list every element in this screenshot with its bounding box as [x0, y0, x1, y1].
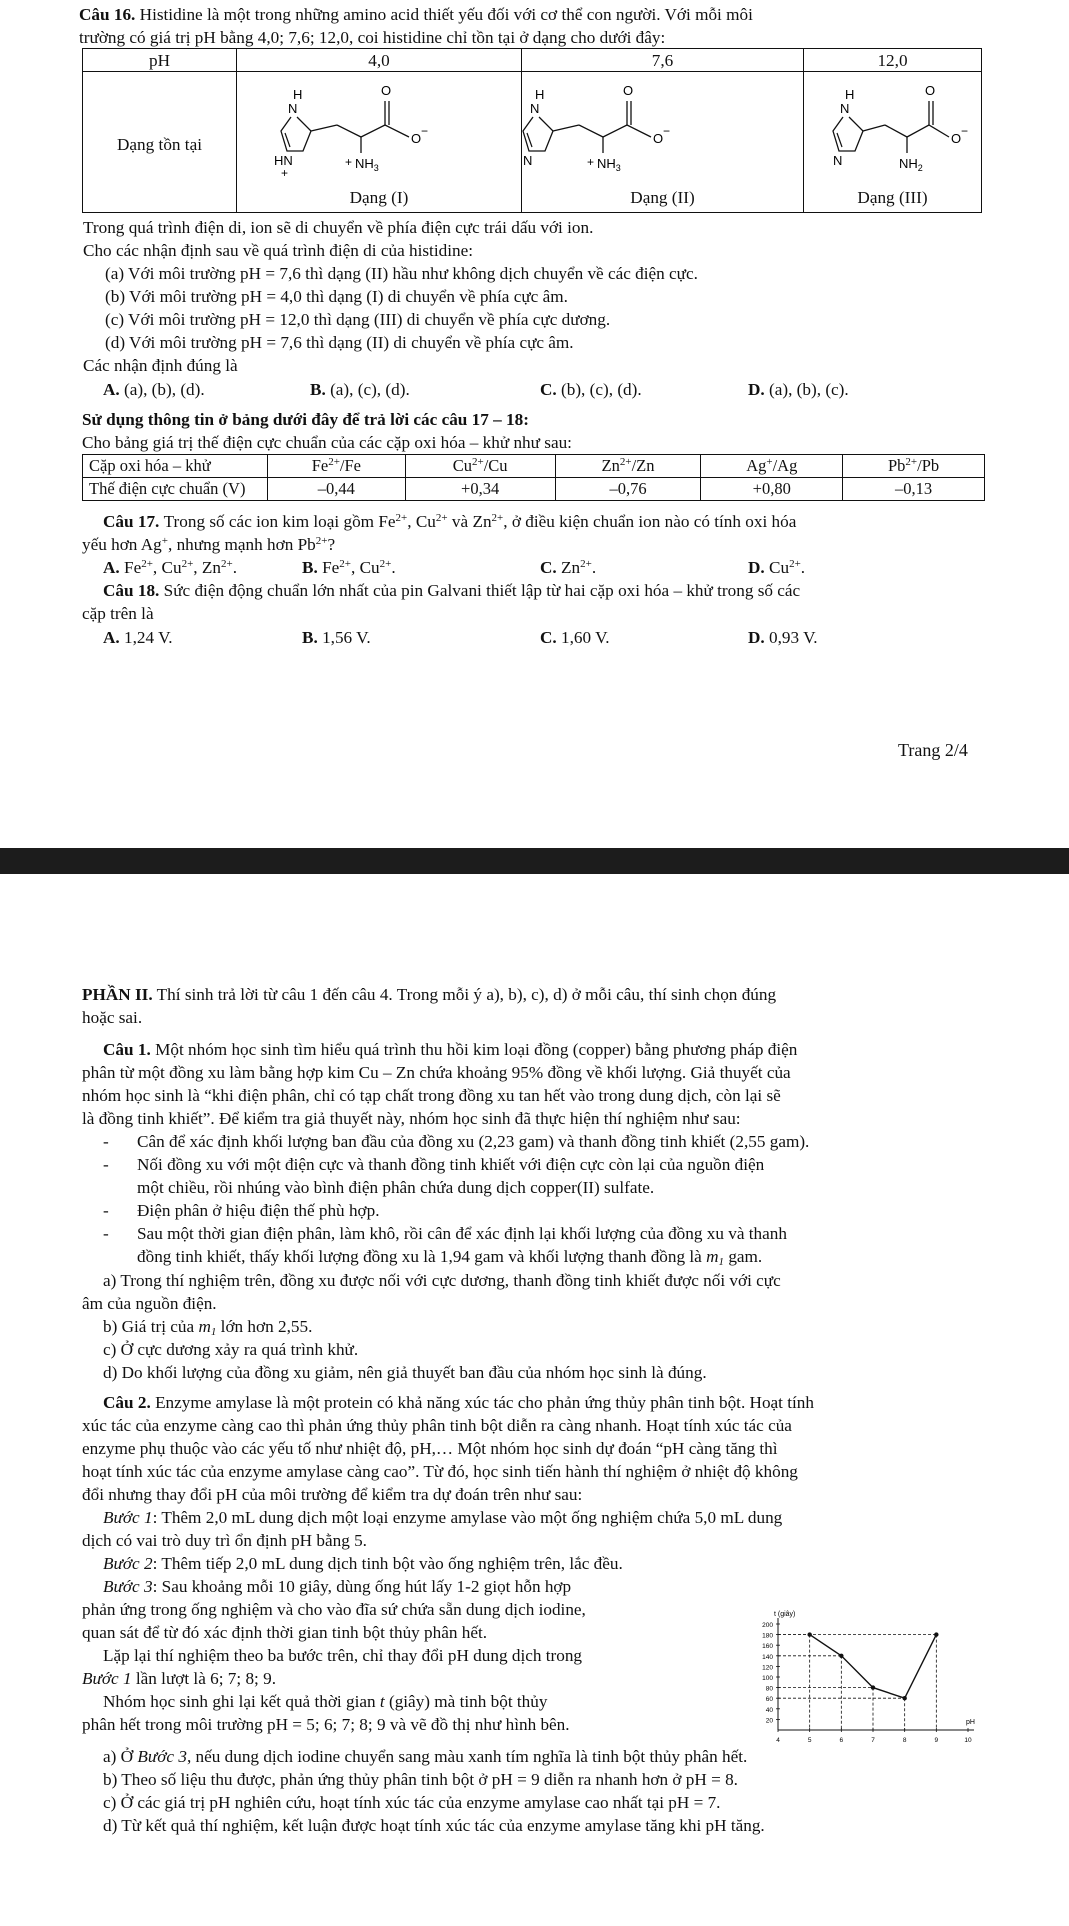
y-tick-label: 120 — [762, 1664, 773, 1672]
c2-stem: hoạt tính xúc tác của enzyme amylase càng cao”. Từ đó, học sinh tiến hành thí nghiệm ở nhiệt độ không — [82, 1462, 798, 1481]
q16-option-d[interactable]: D. (a), (b), (c). — [748, 380, 849, 399]
c1-statement-a: a) Trong thí nghiệm trên, đồng xu được nối với cực dương, thanh đồng tinh khiết được nối với cực — [103, 1271, 781, 1290]
potential-label: Thế điện cực chuẩn (V) — [83, 478, 268, 501]
x-tick-label: 4 — [776, 1737, 780, 1744]
q17-option-a[interactable]: A. $Fe^{2+}$, $Cu^{2+}$, $Zn^{2+}$. — [103, 558, 237, 577]
svg-text:O: O — [653, 131, 664, 146]
data-point — [807, 1632, 811, 1636]
couple-fe: $Fe^{2+}/Fe$ — [268, 455, 406, 478]
y-tick-label: 160 — [762, 1643, 773, 1651]
ph-time-chart — [748, 1611, 988, 1746]
c2-step-2: Bước 2: Thêm tiếp 2,0 mL dung dịch tinh bột vào ống nghiệm trên, lắc đều. — [103, 1554, 623, 1573]
q18-option-a[interactable]: A. 1,24 V. — [103, 628, 173, 647]
q16-intro-2: trường có giá trị pH bằng 4,0; 7,6; 12,0, coi histidine chỉ tồn tại ở dạng cho dưới đây: — [79, 28, 666, 47]
x-tick-label: 9 — [934, 1737, 939, 1744]
svg-text:NH3: $NH_3$ — [355, 156, 379, 173]
shared-caption: Cho bảng giá trị thế điện cực chuẩn của các cặp oxi hóa – khử như sau: — [82, 433, 572, 452]
c1-statement-a-cont: âm của nguồn điện. — [82, 1294, 217, 1313]
c1-statement-c: c) Ở cực dương xảy ra quá trình khử. — [103, 1340, 359, 1359]
potential-row — [83, 478, 985, 501]
c2-stem: Câu 2. Enzyme amylase là một protein có khả năng xúc tác cho phản ứng thủy phân tinh bột. Hoạt tính — [103, 1393, 814, 1412]
data-point — [934, 1632, 938, 1636]
svg-text:N: N — [840, 101, 850, 116]
svg-text:NH3: $NH_3$ — [597, 156, 621, 173]
c2-record-cont: phân hết trong môi trường pH = 5; 6; 7; 8; 9 và vẽ đồ thị như hình bên. — [82, 1715, 570, 1734]
svg-text:N: N — [833, 153, 843, 168]
svg-text:N: N — [523, 153, 533, 168]
q18-stem: Câu 18. Sức điện động chuẩn lớn nhất của pin Galvani thiết lập từ hai cặp oxi hóa – khử trong số các — [103, 581, 801, 600]
x-tick-label: 5 — [807, 1737, 812, 1744]
y-tick-label: 80 — [765, 1685, 773, 1693]
c2-statement-b: b) Theo số liệu thu được, phản ứng thủy phân tinh bột ở pH = 9 diễn ra nhanh hơn ở pH = 8. — [103, 1770, 738, 1789]
q16-statement-d: (d) Với môi trường pH = 7,6 thì dạng (II) di chuyển về phía cực âm. — [105, 333, 574, 352]
c2-stem: enzyme phụ thuộc vào các yếu tố như nhiệt độ, pH,… Một nhóm học sinh dự đoán “pH càng tăng thì — [82, 1439, 778, 1458]
potential-fe: –0,44 — [268, 478, 406, 501]
couple-label: Cặp oxi hóa – khử — [83, 455, 268, 478]
y-tick-label: 60 — [765, 1696, 773, 1704]
c1-bullet-1: - Cân để xác định khối lượng ban đầu của đồng xu (2,23 gam) và thanh đồng tinh khiết (2,55 gam). — [103, 1132, 810, 1151]
c2-step-3-cont: quan sát để từ đó xác định thời gian tinh bột thủy phân hết. — [82, 1623, 488, 1642]
c2-step-3: Bước 3: Sau khoảng mỗi 10 giây, dùng ống hút lấy 1-2 giọt hỗn hợp — [103, 1577, 572, 1596]
q16-table — [82, 48, 982, 213]
ph-7-6: 7,6 — [651, 51, 674, 70]
svg-text:+: + — [345, 155, 353, 169]
svg-text:+: + — [587, 155, 595, 169]
c1-statement-d: d) Do khối lượng của đồng xu giảm, nên giả thuyết ban đầu của nhóm học sinh là đúng. — [103, 1363, 707, 1382]
svg-text:O: O — [925, 83, 936, 98]
potential-table — [82, 454, 985, 501]
q16-option-b[interactable]: B. (a), (c), (d). — [310, 380, 410, 399]
q17-option-c[interactable]: C. $Zn^{2+}$. — [540, 558, 597, 577]
y-tick-label: 20 — [765, 1717, 773, 1725]
page-divider — [0, 848, 1069, 874]
page-number: Trang 2/4 — [898, 740, 968, 760]
svg-text:H: H — [845, 87, 855, 102]
c1-stem: nhóm học sinh là “khi điện phân, chỉ có tạp chất trong đồng xu tan hết vào trong dung dịch, còn lại sẽ — [82, 1086, 781, 1105]
y-tick-label: 200 — [762, 1622, 773, 1629]
q18-option-d[interactable]: D. 0,93 V. — [748, 628, 818, 647]
x-tick-label: 6 — [839, 1737, 844, 1744]
q18-stem-2: cặp trên là — [82, 604, 154, 623]
q18-option-b[interactable]: B. 1,56 V. — [302, 628, 371, 647]
histidine-form-2 — [513, 73, 703, 183]
q18-option-c[interactable]: C. 1,60 V. — [540, 628, 610, 647]
y-tick-label: 40 — [765, 1706, 773, 1714]
data-point — [902, 1696, 906, 1700]
x-tick-label: 10 — [964, 1737, 972, 1744]
couple-ag: Ag+/Ag — [701, 455, 843, 478]
q17-option-d[interactable]: D. $Cu^{2+}$. — [748, 558, 806, 577]
histidine-form-3 — [823, 73, 981, 183]
q17-stem: Câu 17. Trong số các ion kim loại gồm $Fe^{2+}$, $Cu^{2+}$ và $Zn^{2+}$, ở điều kiện chuẩn ion nào có tính oxi hóa — [103, 512, 797, 531]
c2-repeat: Lặp lại thí nghiệm theo ba bước trên, chỉ thay đổi pH dung dịch trong — [103, 1646, 583, 1665]
svg-text:NH2: $NH_2$ — [899, 156, 923, 173]
data-point — [839, 1654, 843, 1658]
c1-stem: là đồng tinh khiết”. Để kiểm tra giả thuyết này, nhóm học sinh đã thực hiện thí nghiệm như sau: — [82, 1109, 741, 1128]
x-tick-label: 8 — [902, 1737, 907, 1744]
svg-text:−: − — [421, 124, 429, 138]
c2-stem: xúc tác của enzyme càng cao thì phản ứng thủy phân tinh bột diễn ra càng nhanh. Hoạt tính xúc tác của — [82, 1416, 792, 1435]
svg-text:O: O — [381, 83, 392, 98]
c1-stem: phân từ một đồng xu làm bằng hợp kim Cu – Zn chứa khoảng 95% đồng về khối lượng. Giả thuyết của — [82, 1063, 791, 1082]
q16-statement-b: (b) Với môi trường pH = 4,0 thì dạng (I) di chuyển về phía cực âm. — [105, 287, 568, 306]
potential-pb: –0,13 — [843, 478, 985, 501]
potential-ag: +0,80 — [701, 478, 843, 501]
q17-option-b[interactable]: B. $Fe^{2+}$, $Cu^{2+}$. — [302, 558, 396, 577]
c2-step-1: Bước 1: Thêm 2,0 mL dung dịch một loại enzyme amylase vào một ống nghiệm chứa 5,0 mL dung — [103, 1508, 783, 1527]
c1-bullet-2: - Nối đồng xu với một điện cực và thanh đồng tinh khiết với điện cực còn lại của nguồn điện — [103, 1155, 765, 1174]
shared-heading: Sử dụng thông tin ở bảng dưới đây để trả lời các câu 17 – 18: — [82, 410, 529, 429]
ph-header: pH — [148, 51, 170, 70]
svg-text:H: H — [293, 87, 303, 102]
svg-text:O: O — [623, 83, 634, 98]
page-bottom — [0, 874, 1069, 1926]
c2-repeat-cont: Bước 1 lần lượt là 6; 7; 8; 9. — [82, 1669, 277, 1688]
q16-option-a[interactable]: A. (a), (b), (d). — [103, 380, 205, 399]
form-row-label: Dạng tồn tại — [117, 135, 202, 154]
svg-text:O: O — [951, 131, 962, 146]
c1-bullet-2-cont: một chiều, rồi nhúng vào bình điện phân chứa dung dịch copper(II) sulfate. — [137, 1178, 655, 1197]
c2-statement-d: d) Từ kết quả thí nghiệm, kết luận được hoạt tính xúc tác của enzyme amylase tăng khi pH tăng. — [103, 1816, 765, 1835]
y-axis-label: t (giây) — [774, 1611, 796, 1618]
svg-text:N: N — [530, 101, 540, 116]
svg-text:+: + — [281, 166, 289, 180]
c2-step-1-cont: dịch có vai trò duy trì ổn định pH bằng 5. — [82, 1531, 367, 1550]
data-point — [871, 1685, 875, 1689]
svg-text:HN: HN — [274, 153, 293, 168]
c1-statement-b: b) Giá trị của $m_1$ lớn hơn 2,55. — [103, 1317, 313, 1338]
c1-stem: Câu 1. Một nhóm học sinh tìm hiểu quá trình thu hồi kim loại đồng (copper) bằng phương pháp điện — [103, 1040, 798, 1059]
part2-heading-2: hoặc sai. — [82, 1008, 143, 1027]
form-3-label: Dạng (III) — [857, 188, 928, 207]
ph-4: 4,0 — [368, 51, 390, 70]
y-tick-label: 180 — [762, 1632, 773, 1640]
couple-pb: $Pb^{2+}/Pb$ — [843, 455, 985, 478]
couple-row — [83, 455, 985, 478]
q16-line: Cho các nhận định sau về quá trình điện di của histidine: — [83, 241, 473, 260]
c2-record: Nhóm học sinh ghi lại kết quả thời gian t (giây) mà tinh bột thủy — [103, 1692, 548, 1711]
part2-heading: PHẦN II. Thí sinh trả lời từ câu 1 đến câu 4. Trong mỗi ý a), b), c), d) ở mỗi câu, thí sinh chọn đúng — [82, 985, 777, 1004]
svg-text:N: N — [288, 101, 298, 116]
ph-12: 12,0 — [877, 51, 908, 70]
c1-bullet-3: - Điện phân ở hiệu điện thế phù hợp. — [103, 1201, 380, 1220]
x-tick-label: 7 — [871, 1737, 875, 1744]
y-tick-label: 100 — [762, 1675, 773, 1682]
c2-statement-c: c) Ở các giá trị pH nghiên cứu, hoạt tính xúc tác của enzyme amylase cao nhất tại pH = 7. — [103, 1793, 721, 1812]
q16-intro: Câu 16. Histidine là một trong những amino acid thiết yếu đối với cơ thể con người. Với mỗi môi — [79, 5, 753, 24]
histidine-form-1 — [271, 73, 461, 183]
potential-zn: –0,76 — [555, 478, 701, 501]
svg-text:O: O — [411, 131, 422, 146]
svg-text:−: − — [663, 124, 671, 138]
c2-step-3-cont: phản ứng trong ống nghiệm và cho vào đĩa sứ chứa sẵn dung dịch iodine, — [82, 1600, 586, 1619]
c2-stem: đổi nhưng thay đổi pH của môi trường để kiểm tra dự đoán trên như sau: — [82, 1485, 583, 1504]
q16-line: Trong quá trình điện di, ion sẽ di chuyển về phía điện cực trái dấu với ion. — [83, 218, 594, 237]
c1-bullet-4: - Sau một thời gian điện phân, làm khô, rồi cân để xác định lại khối lượng của đồng xu và thanh — [103, 1224, 787, 1243]
x-axis-label: pH — [966, 1719, 975, 1726]
potential-cu: +0,34 — [405, 478, 555, 501]
c1-bullet-4-cont: đồng tinh khiết, thấy khối lượng đồng xu là 1,94 gam và khối lượng thanh đồng là $m_1$ gam. — [137, 1247, 763, 1268]
q16-prompt: Các nhận định đúng là — [83, 356, 238, 375]
q16-statement-c: (c) Với môi trường pH = 12,0 thì dạng (III) di chuyển về phía cực dương. — [105, 310, 611, 329]
y-tick-label: 140 — [762, 1653, 773, 1661]
q16-option-c[interactable]: C. (b), (c), (d). — [540, 380, 642, 399]
q17-stem-2: yếu hơn Ag+, nhưng mạnh hơn $Pb^{2+}$? — [82, 535, 336, 554]
q16-statement-a: (a) Với môi trường pH = 7,6 thì dạng (II) hầu như không dịch chuyển về các điện cực. — [105, 264, 698, 283]
couple-cu: $Cu^{2+}/Cu$ — [405, 455, 555, 478]
form-1-label: Dạng (I) — [349, 188, 409, 207]
svg-text:−: − — [961, 124, 969, 138]
page-top — [0, 0, 1069, 848]
couple-zn: $Zn^{2+}/Zn$ — [555, 455, 701, 478]
form-2-label: Dạng (II) — [630, 188, 695, 207]
svg-text:H: H — [535, 87, 545, 102]
c2-statement-a: a) Ở Bước 3, nếu dung dịch iodine chuyển sang màu xanh tím nghĩa là tinh bột thủy phân hết. — [103, 1747, 748, 1766]
